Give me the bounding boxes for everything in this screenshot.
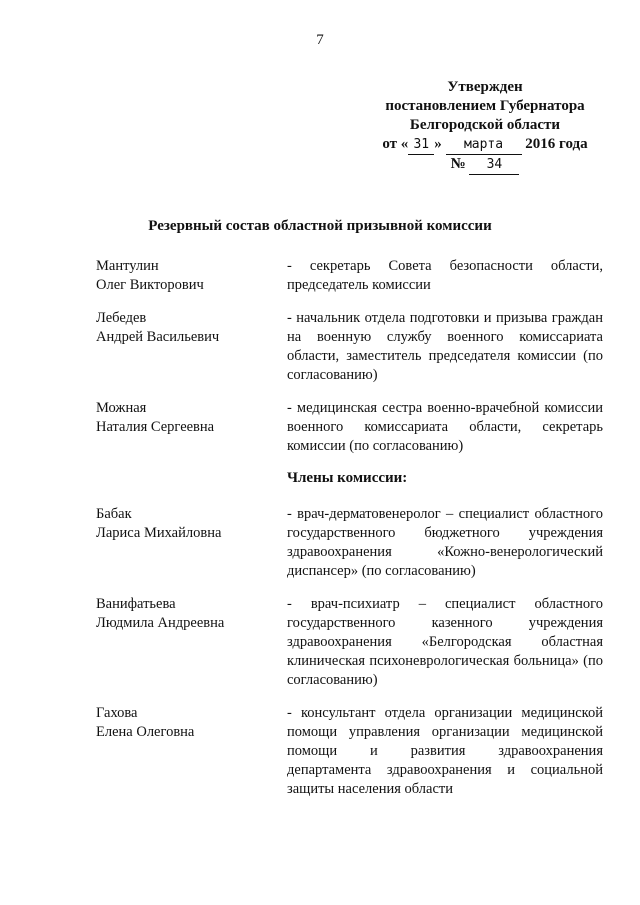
page-number: 7 xyxy=(316,32,324,48)
date-day: 31 xyxy=(408,135,434,155)
person-given-names: Людмила Андреевна xyxy=(96,615,225,631)
document-number: 34 xyxy=(469,155,519,175)
members-heading: Члены комиссии: xyxy=(287,470,408,486)
person-given-names: Андрей Васильевич xyxy=(96,329,220,345)
person-role: - врач-дерматовенеролог – специалист областного государственного бюджетного учреждения здравоохранения «Кожно-венерологический диспансер» (по согласованию) xyxy=(287,506,603,579)
person-given-names: Елена Олеговна xyxy=(96,724,195,740)
approval-line-3: Белгородской области xyxy=(409,117,561,133)
document-title: Резервный состав областной призывной комиссии xyxy=(148,218,492,234)
approval-date-line xyxy=(372,135,598,155)
person-role: - консультант отдела организации медицинской помощи управления организации медицинской помощи и развития здравоохранения департамента здравоохранения и социальной защиты населения области xyxy=(287,705,603,797)
approval-line-2: постановлением Губернатора xyxy=(385,98,585,114)
number-prefix: № xyxy=(450,156,466,172)
person-name xyxy=(96,505,276,543)
approval-line-1: Утвержден xyxy=(447,79,523,95)
person-given-names: Лариса Михайловна xyxy=(96,525,222,541)
person-name xyxy=(96,309,276,347)
date-month: марта xyxy=(446,135,522,155)
person-surname: Можная xyxy=(96,400,147,416)
person-surname: Ванифатьева xyxy=(96,596,176,612)
approval-block xyxy=(372,78,598,175)
person-role: - врач-психиатр – специалист областного государственного казенного учреждения здравоохранения «Белгородская областная клиническая психоневрологическая больница» (по согласованию) xyxy=(287,596,603,688)
date-prefix: от « xyxy=(382,136,409,152)
person-name xyxy=(96,399,276,437)
approval-number-line xyxy=(372,155,598,175)
date-year: 2016 года xyxy=(525,136,588,152)
person-surname: Бабак xyxy=(96,506,132,522)
person-role: - начальник отдела подготовки и призыва граждан на военную службу военного комиссариата области, заместитель председателя комиссии (по согласованию) xyxy=(287,310,603,383)
person-surname: Лебедев xyxy=(96,310,147,326)
person-name xyxy=(96,595,276,633)
person-role: - медицинская сестра военно-врачебной комиссии военного комиссариата области, секретарь комиссии (по согласованию) xyxy=(287,400,603,454)
date-close: » xyxy=(434,136,442,152)
person-given-names: Наталия Сергеевна xyxy=(96,419,215,435)
person-given-names: Олег Викторович xyxy=(96,277,204,293)
person-surname: Гахова xyxy=(96,705,138,721)
person-surname: Мантулин xyxy=(96,258,159,274)
person-role: - секретарь Совета безопасности области, председатель комиссии xyxy=(287,258,603,293)
person-name xyxy=(96,704,276,742)
person-name xyxy=(96,257,276,295)
